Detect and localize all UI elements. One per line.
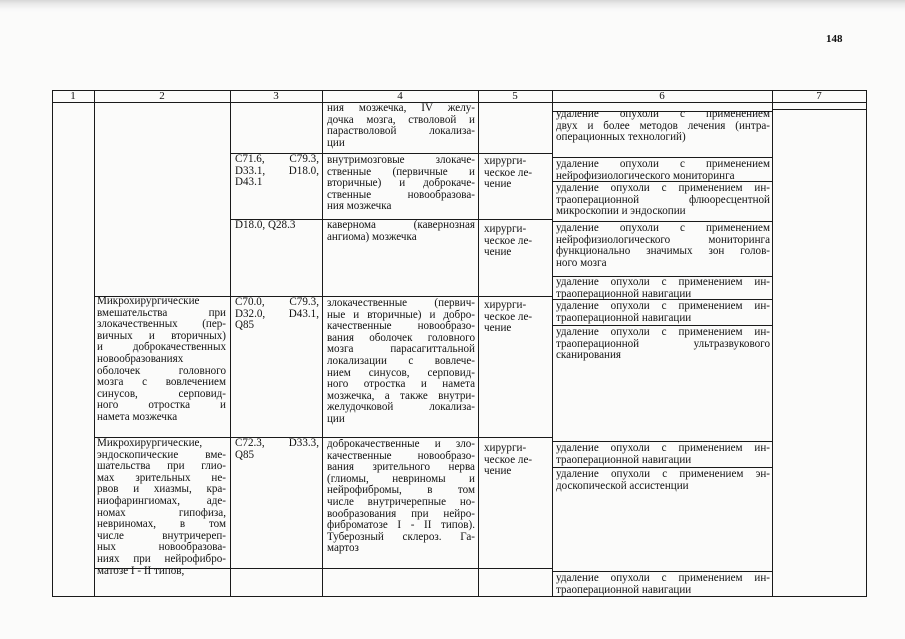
- cell-text-line: удаление опухоли с применением ин-: [556, 573, 770, 584]
- cell-text-line: мозга парасагиттальной: [327, 343, 475, 356]
- column-border: [322, 90, 323, 597]
- cell-text-line: Микрохирургические: [97, 296, 200, 307]
- cell-text-line: ангиома) мозжечка: [327, 230, 417, 243]
- column-number: 4: [397, 90, 403, 102]
- cell-text-line: вторичные) и доброкаче-: [327, 177, 475, 190]
- cell-text-line: внутримозговые злокаче-: [327, 155, 475, 166]
- cell-text-line: чение: [484, 178, 512, 191]
- column-number: 6: [659, 90, 665, 102]
- treatment-type-cell: [484, 224, 550, 259]
- cell-text-line: C70.0, C79.3,: [235, 297, 319, 308]
- cell-text-line: ческое ле-: [484, 166, 533, 179]
- cell-text-line: мартоз: [327, 542, 359, 555]
- icd-codes-cell: [235, 220, 319, 232]
- cell-text-line: (глиомы, невриномы и: [327, 472, 475, 485]
- cell-text-line: эндоскопические вме-: [97, 448, 226, 461]
- column-border: [552, 90, 553, 597]
- cell-text-line: числе внутричереп-: [97, 529, 226, 542]
- column-number: 1: [70, 90, 76, 102]
- cell-text-line: двух и более методов лечения (интра-: [556, 119, 770, 132]
- column-number: 2: [159, 90, 165, 102]
- cell-text-line: качественные новообразо-: [327, 449, 475, 462]
- cell-text-line: номах гипофиза,: [97, 506, 226, 519]
- cell-text-line: удаление опухоли с применением эн-: [556, 469, 770, 480]
- column-border: [772, 90, 773, 597]
- cell-text-line: траоперационной навигации: [556, 583, 692, 596]
- cell-text-line: чение: [484, 465, 512, 478]
- column-border: [866, 90, 867, 597]
- cell-text-line: качественные новообразо-: [327, 320, 475, 333]
- method-cell: [556, 159, 770, 182]
- cell-text-line: траоперационной навигации: [556, 453, 692, 466]
- cell-text-line: вмешательства при: [97, 306, 226, 319]
- scan-edge-shadow: [0, 0, 905, 12]
- cell-text-line: вичных и вторичных): [97, 329, 226, 342]
- cell-text-line: удаление опухоли с применением: [556, 159, 770, 170]
- method-border: [552, 157, 772, 158]
- intervention-cell: [97, 296, 226, 424]
- cell-text-line: C72.3, D33.3,: [235, 438, 319, 449]
- method-border: [552, 325, 772, 326]
- cell-text-line: шательства при глио-: [97, 460, 226, 473]
- method-border: [552, 571, 772, 572]
- method-border: [552, 221, 772, 222]
- cell-text-line: фиброматозе I - II типов).: [327, 519, 475, 532]
- cell-text-line: чение: [484, 246, 512, 259]
- method-cell: [556, 301, 770, 324]
- cell-text-line: намета мозжечка: [97, 410, 178, 423]
- cell-text-line: синусов, серповид-: [97, 387, 226, 400]
- method-cell: [556, 223, 770, 269]
- treatment-type-cell: [484, 443, 550, 478]
- column-number: 7: [816, 90, 822, 102]
- cell-text-line: Q85: [235, 319, 255, 332]
- cell-text-line: удаление опухоли с применением: [556, 109, 770, 120]
- cell-text-line: числе внутричерепные но-: [327, 495, 475, 508]
- cell-text-line: вообразования при нейро-: [327, 507, 475, 520]
- cell-text-line: ного отростка и: [97, 399, 226, 412]
- cell-text-line: хирурги-: [484, 300, 527, 311]
- cell-text-line: удаление опухоли с применением ин-: [556, 443, 770, 454]
- treatment-type-cell: [484, 300, 550, 335]
- column-border: [478, 90, 479, 597]
- method-cell: [556, 327, 770, 362]
- cell-text-line: ческое ле-: [484, 310, 533, 323]
- cell-text-line: траоперационной ультразвукового: [556, 337, 770, 350]
- cell-text-line: злокачественные (первич-: [327, 298, 475, 309]
- cell-text-line: ния мозжечка, IV желу-: [327, 103, 475, 114]
- column-border: [94, 90, 95, 597]
- cell-text-line: ческое ле-: [484, 234, 533, 247]
- cell-text-line: Q85: [235, 448, 255, 461]
- icd-codes-cell: [235, 297, 319, 332]
- cell-text-line: парастволовой локализа-: [327, 125, 475, 138]
- cell-text-line: D33.1, D18.0,: [235, 164, 319, 177]
- cell-text-line: хирурги-: [484, 156, 527, 167]
- cell-text-line: операционных технологий): [556, 131, 686, 144]
- method-border: [552, 467, 772, 468]
- cell-text-line: и доброкачественных: [97, 341, 226, 354]
- disease-cell: [327, 155, 475, 213]
- treatment-type-cell: [484, 156, 550, 191]
- disease-cell: [327, 220, 475, 243]
- cell-text-line: ниофарингиомах, аде-: [97, 494, 226, 507]
- method-cell: [556, 277, 770, 300]
- method-cell: [556, 469, 770, 492]
- cell-text-line: оболочек головного: [97, 364, 226, 377]
- cell-text-line: удаление опухоли с применением ин-: [556, 301, 770, 312]
- cell-text-line: микроскопии и эндоскопии: [556, 205, 686, 218]
- cell-text-line: чение: [484, 322, 512, 335]
- cell-text-line: злокачественных (пер-: [97, 318, 226, 331]
- cell-text-line: D43.1: [235, 176, 263, 189]
- cell-text-line: невриномах, в том: [97, 518, 226, 531]
- cell-text-line: сканирования: [556, 349, 622, 362]
- cell-text-line: ные и вторичные) и добро-: [327, 308, 475, 321]
- cell-text-line: удаление опухоли с применением: [556, 223, 770, 234]
- cell-text-line: хирурги-: [484, 443, 527, 454]
- disease-cell: [327, 298, 475, 426]
- cell-text-line: Туберозный склероз. Га-: [327, 530, 475, 543]
- cell-text-line: нием синусов, серповид-: [327, 366, 475, 379]
- method-cell: [556, 443, 770, 466]
- page-number: 148: [826, 33, 843, 45]
- cell-text-line: нейрофибромы, в том: [327, 484, 475, 497]
- method-cell: [556, 183, 770, 218]
- cell-text-line: доскопической ассистенции: [556, 479, 689, 492]
- cell-text-line: доброкачественные и зло-: [327, 439, 475, 450]
- column-border: [230, 90, 231, 597]
- cell-text-line: ных новообразова-: [97, 541, 226, 554]
- cell-text-line: нейрофизиологического мониторинга: [556, 233, 770, 246]
- cell-text-line: рвов и хиазмы, кра-: [97, 483, 226, 496]
- column7-border: [772, 109, 866, 110]
- cell-text-line: дочка мозга, стволовой и: [327, 113, 475, 126]
- cell-text-line: мах зрительных не-: [97, 471, 226, 484]
- cell-text-line: матозе I - II типов,: [97, 564, 185, 577]
- cell-text-line: ственные (первичные и: [327, 165, 475, 178]
- method-border: [552, 441, 772, 442]
- method-cell: [556, 109, 770, 144]
- cell-text-line: траоперационной навигации: [556, 287, 692, 300]
- icd-codes-cell: [235, 154, 319, 189]
- disease-cell: [327, 103, 475, 149]
- cell-text-line: вания оболочек головного: [327, 331, 475, 344]
- icd-codes-cell: [235, 438, 319, 461]
- cell-text-line: траоперационной флюоресцентной: [556, 193, 770, 206]
- cell-text-line: ниях при нейрофибро-: [97, 552, 226, 565]
- cell-text-line: новообразованиях: [97, 352, 184, 365]
- cell-text-line: D18.0, Q28.3: [235, 220, 296, 231]
- cell-text-line: кавернома (кавернозная: [327, 220, 475, 231]
- cell-text-line: локализации с вовлече-: [327, 354, 475, 367]
- cell-text-line: мозжечка, а также внутри-: [327, 389, 475, 402]
- cell-text-line: желудочковой локализа-: [327, 401, 475, 414]
- column-number: 5: [512, 90, 518, 102]
- column-number: 3: [273, 90, 279, 102]
- cell-text-line: мозга с вовлечением: [97, 376, 226, 389]
- cell-text-line: ного отростка и намета: [327, 378, 475, 391]
- cell-text-line: ния мозжечка: [327, 200, 392, 213]
- cell-text-line: Микрохирургические,: [97, 438, 203, 449]
- cell-text-line: удаление опухоли с применением ин-: [556, 183, 770, 194]
- cell-text-line: ческое ле-: [484, 453, 533, 466]
- cell-text-line: ции: [327, 136, 345, 149]
- column-border: [52, 90, 53, 597]
- cell-text-line: D32.0, D43.1,: [235, 307, 319, 320]
- method-cell: [556, 573, 770, 596]
- disease-cell: [327, 439, 475, 555]
- cell-text-line: удаление опухоли с применением ин-: [556, 277, 770, 288]
- cell-text-line: удаление опухоли с применением ин-: [556, 327, 770, 338]
- intervention-cell: [97, 438, 226, 577]
- cell-text-line: вания зрительного нерва: [327, 461, 475, 474]
- table-top-border: [52, 90, 866, 91]
- cell-text-line: ции: [327, 412, 345, 425]
- cell-text-line: ственные новообразова-: [327, 188, 475, 201]
- cell-text-line: хирурги-: [484, 224, 527, 235]
- cell-text-line: ного мозга: [556, 256, 607, 269]
- cell-text-line: траоперационной навигации: [556, 311, 692, 324]
- cell-text-line: C71.6, C79.3,: [235, 154, 319, 165]
- cell-text-line: функционально значимых зон голов-: [556, 245, 770, 258]
- cell-text-line: нейрофизиологического мониторинга: [556, 169, 735, 182]
